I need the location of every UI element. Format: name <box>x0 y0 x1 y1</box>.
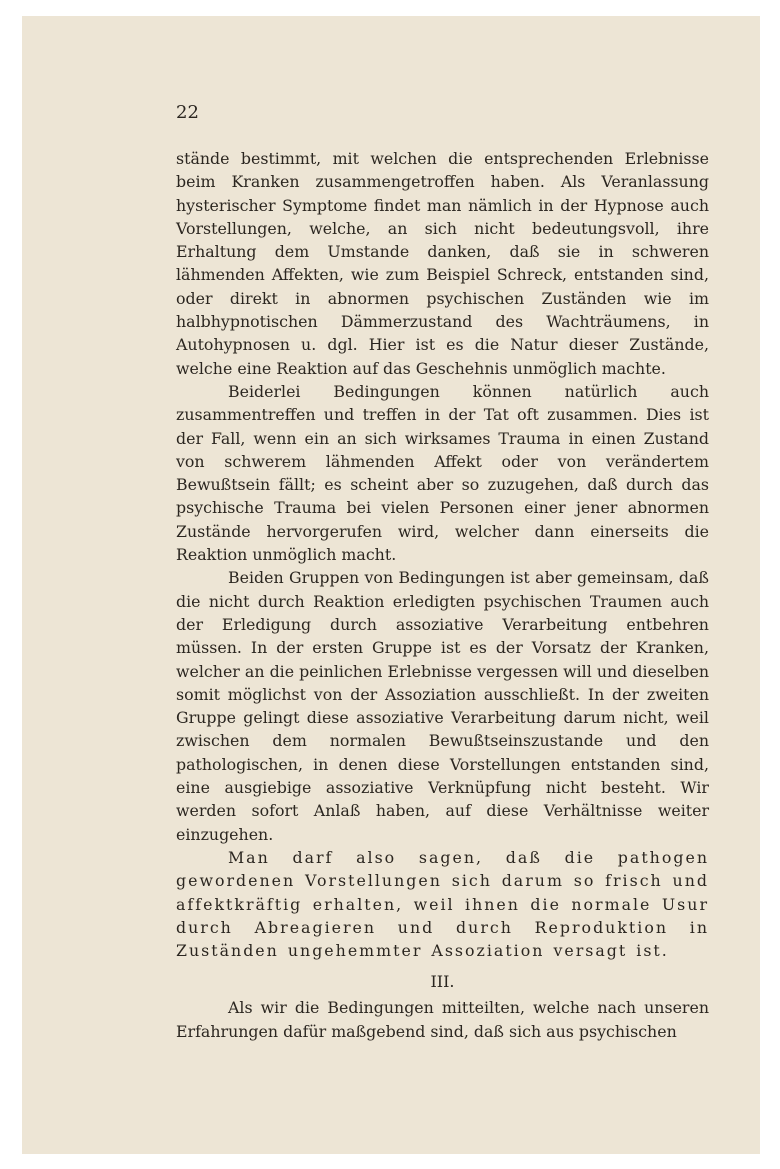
page-number: 22 <box>176 102 199 123</box>
book-page <box>22 16 760 1154</box>
paragraph-1: stände bestimmt, mit welchen die entsprechenden Erlebnisse beim Kranken zusammengetroffen haben. Als Veranlassung hysterischer Symptome findet man nämlich in der Hypnose auch Vorstellungen, welche, an sich nicht bedeutungsvoll, ihre Erhaltung dem Umstande danken, daß sie in schweren lähmenden Affekten, wie zum Beispiel Schreck, entstanden sind, oder direkt in abnormen psychischen Zuständen wie im halbhypnotischen Dämmerzustand des Wachträumens, in Autohypnosen u. dgl. Hier ist es die Natur dieser Zustände, welche eine Reaktion auf das Geschehnis unmöglich machte. <box>176 149 709 378</box>
paragraph-5: Als wir die Bedingungen mitteilten, welche nach unseren Erfahrungen dafür maßgebend sind, daß sich aus psychischen <box>176 998 709 1041</box>
body-text <box>176 147 709 1043</box>
paragraph-4-emphasized: Man darf also sagen, daß die pathogen gewordenen Vorstellungen sich darum so frisch und affektkräftig erhalten, weil ihnen die normale Usur durch Abreagieren und durch Reproduktion in Zuständen ungehemmter Assoziation versagt ist. <box>176 847 709 961</box>
section-heading: III. <box>430 972 455 992</box>
paragraph-2: Beiderlei Bedingungen können natürlich auch zusammentreffen und treffen in der Tat oft zusammen. Dies ist der Fall, wenn ein an sich wirksames Trauma in einen Zustand von schwerem lähmenden Affekt oder von verändertem Bewußtsein fällt; es scheint aber so zuzugehen, daß durch das psychische Trauma bei vielen Personen einer jener abnormen Zustände hervorgerufen wird, welcher dann einerseits die Reaktion unmöglich macht. <box>176 381 709 565</box>
paragraph-3: Beiden Gruppen von Bedingungen ist aber gemeinsam, daß die nicht durch Reaktion erledigten psychischen Traumen auch der Erledigung durch assoziative Verarbeitung entbehren müssen. In der ersten Gruppe ist es der Vorsatz der Kranken, welcher an die peinlichen Erlebnisse vergessen will und dieselben somit möglichst von der Assoziation ausschließt. In der zweiten Gruppe gelingt diese assoziative Verarbeitung darum nicht, weil zwischen dem normalen Bewußtseinszustande und den pathologischen, in denen diese Vorstellungen entstanden sind, eine ausgiebige assoziative Verknüpfung nicht besteht. Wir werden sofort Anlaß haben, auf diese Verhältnisse weiter einzugehen. <box>176 568 709 844</box>
